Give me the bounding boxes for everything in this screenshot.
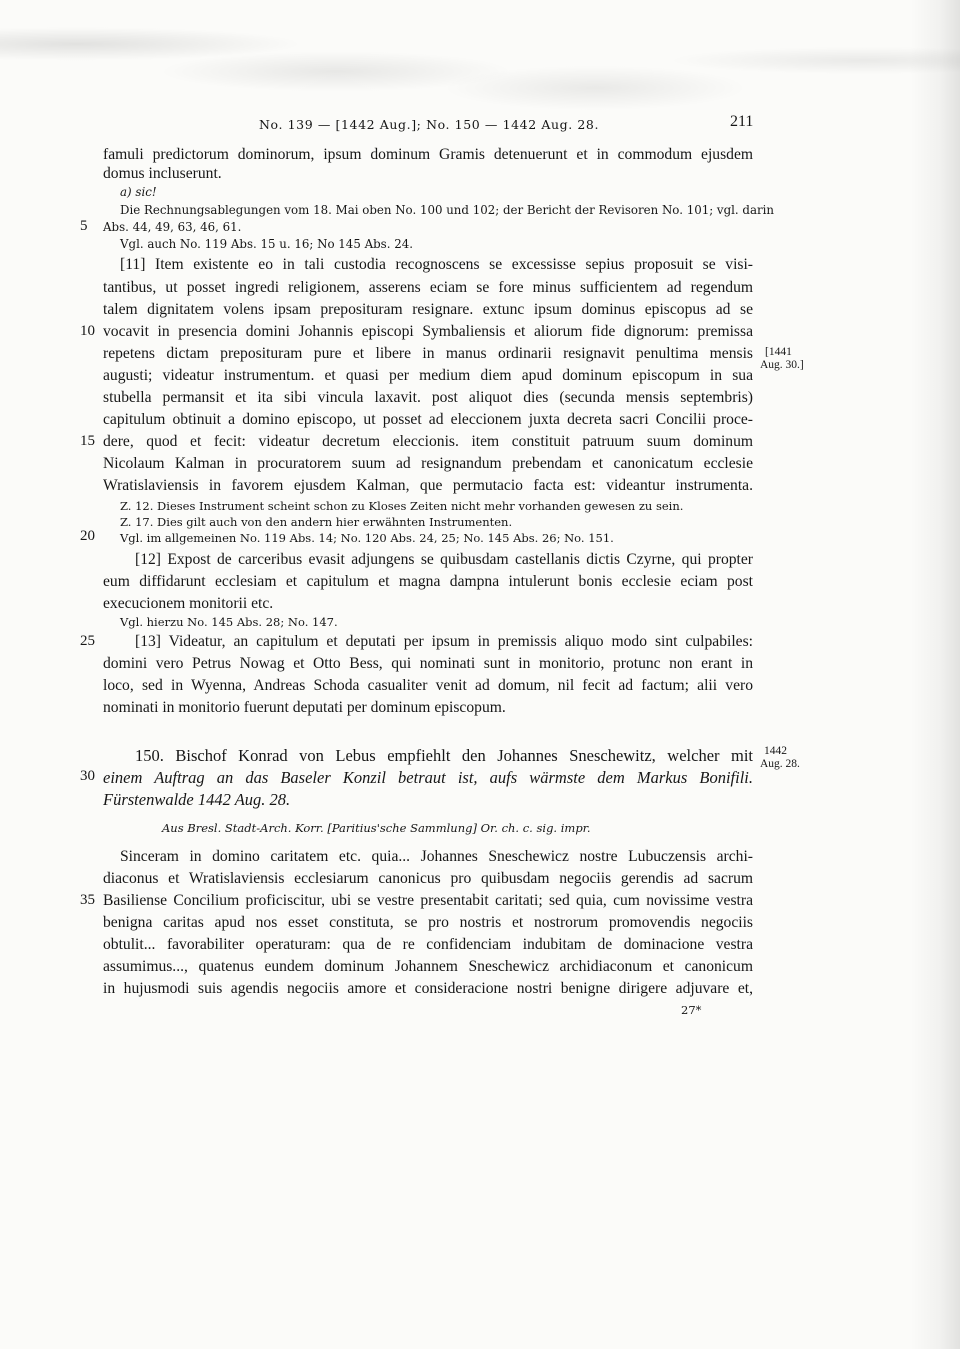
text-line: domini vero Petrus Nowag et Otto Bess, qui nominati sunt in monitorio, protunc non erant in: [103, 655, 753, 672]
text-line: benigna caritas apud nos esset constituta, se pro nostris et nostrorum promovendis negociis: [103, 914, 753, 931]
text-line: [12] Expost de carceribus evasit adjungens se quibusdam castellanis dictis Czyrne, qui propter: [135, 551, 753, 568]
text-line: [11] Item existente eo in tali custodia recognoscens se excessisse sepius proposuit se visi-: [120, 256, 753, 273]
footnote: a) sic!: [120, 185, 157, 199]
text-line: augusti; videatur instrumentum. et quasi per medium diem apud dominum episcopum in sua: [103, 367, 753, 384]
text-line: execucionem monitorii etc.: [103, 595, 274, 612]
text-line: eum diffidarunt ecclesiam et capitulum et magna dampna intulerunt bonis ecclesie eciam post: [103, 573, 753, 590]
line-number: 10: [80, 323, 95, 339]
footnote: Vgl. im allgemeinen No. 119 Abs. 14; No. 120 Abs. 24, 25; No. 145 Abs. 26; No. 151.: [120, 531, 614, 545]
source-note: Aus Bresl. Stadt-Arch. Korr. [Paritius'sche Sammlung] Or. ch. c. sig. impr.: [162, 821, 591, 835]
scan-shadow-top: [0, 0, 960, 110]
document-place-date: Fürstenwalde 1442 Aug. 28.: [103, 790, 291, 809]
margin-year: 1442: [764, 745, 787, 757]
text-line: Sinceram in domino caritatem etc. quia... Johannes Sneschewicz nostre Lubuczensis archi-: [120, 848, 753, 865]
line-number: 25: [80, 633, 95, 649]
margin-date: Aug. 28.: [760, 758, 800, 770]
running-header: No. 139 — [1442 Aug.]; No. 150 — 1442 Aug. 28.: [259, 117, 600, 132]
text-line: talem dignitatem volens ipsam preposituram resignare. extunc ipsum dominus episcopus ad se: [103, 301, 753, 318]
page-number: 211: [730, 113, 754, 130]
text-line: Basiliense Concilium proficiscitur, ubi se vestre presentabit caritati; sed quia, cum novissime vestra: [103, 892, 753, 909]
text-line: dere, quod et fecit: videatur decretum eleccionis. item constituit patruum suum dominum: [103, 433, 753, 450]
text-line: repetens dictam preposituram pure et libere in manus ordinarii resignavit penultima mensis: [103, 345, 753, 362]
document-title-line: 150. Bischof Konrad von Lebus empfiehlt den Johannes Sneschewitz, welcher mit: [135, 746, 753, 765]
margin-date: [1441: [765, 346, 792, 358]
text-line: Wratislaviensis in favorem ejusdem Kalman, que permutacio facta est: videantur instrumenta.: [103, 477, 753, 494]
text-line: capitulum obtinuit a domino episcopo, ut posset ad eleccionem juxta decreta sacri Concilii proce-: [103, 411, 753, 428]
line-number: 5: [80, 218, 88, 234]
text-line: famuli predictorum dominorum, ipsum dominum Gramis detenuerunt et in commodum ejusdem: [103, 146, 753, 163]
text-line: [13] Videatur, an capitulum et deputati per ipsum in premissis aliquo modo sint culpabiles:: [135, 633, 753, 650]
text-line: Nicolaum Kalman in procuratorem suum ad resignandum prebendam et canonicatum ecclesie: [103, 455, 753, 472]
text-line: domus incluserunt.: [103, 165, 222, 182]
text-line: assumimus..., quatenus eundem dominum Johannem Sneschewicz archidiaconum et canonicum: [103, 958, 753, 975]
footnote: Vgl. hierzu No. 145 Abs. 28; No. 147.: [120, 615, 338, 629]
line-number: 35: [80, 892, 95, 908]
document-title-line: einem Auftrag an das Baseler Konzil betraut ist, aufs wärmste dem Markus Bonifili.: [103, 768, 753, 787]
line-number: 20: [80, 528, 95, 544]
footnote: Z. 12. Dieses Instrument scheint schon zu Kloses Zeiten nicht mehr vorhanden gewesen zu sein.: [120, 499, 684, 513]
text-line: loco, sed in Wyenna, Andreas Schoda casualiter venit ad domum, nil fecit ad factum; alii vero: [103, 677, 753, 694]
text-line: in hujusmodi suis agendis negociis amore et consideracione nostri benigne dirigere adjuvare et,: [103, 980, 753, 997]
text-line: vocavit in presencia domini Johannis episcopi Symbaliensis et aliorum fide dignorum: premissa: [103, 323, 753, 340]
line-number: 30: [80, 768, 95, 784]
document-title: [135, 746, 753, 766]
text-line: tantibus, ut posset ingredi religionem, asserens eciam se fore minus sufficientem ad regendum: [103, 279, 753, 296]
text-line: nominati in monitorio fuerunt deputati per dominum episcopum.: [103, 699, 506, 716]
text-line: diaconus et Wratislaviensis ecclesiarum canonicus pro quibusdam negociis gerendis ad sacrum: [103, 870, 753, 887]
signature-mark: 27*: [681, 1003, 702, 1017]
line-number: 15: [80, 433, 95, 449]
scan-shadow-right: [910, 0, 960, 1349]
footnote: Abs. 44, 49, 63, 46, 61.: [103, 220, 242, 234]
text-line: obtulit... favorabiliter operaturam: qua de re confidenciam indubitam de dominacione vestra: [103, 936, 753, 953]
footnote: Vgl. auch No. 119 Abs. 15 u. 16; No 145 Abs. 24.: [120, 237, 413, 251]
footnote: Die Rechnungsablegungen vom 18. Mai oben No. 100 und 102; der Bericht der Revisoren No. 101; vgl. darin: [120, 203, 775, 217]
margin-date: Aug. 30.]: [760, 359, 804, 371]
text-line: stubella permansit et ita sibi vincula laxavit. post aliquot dies (secunda mensis septembris): [103, 389, 753, 406]
footnote: Z. 17. Dies gilt auch von den andern hier erwähnten Instrumenten.: [120, 515, 513, 529]
